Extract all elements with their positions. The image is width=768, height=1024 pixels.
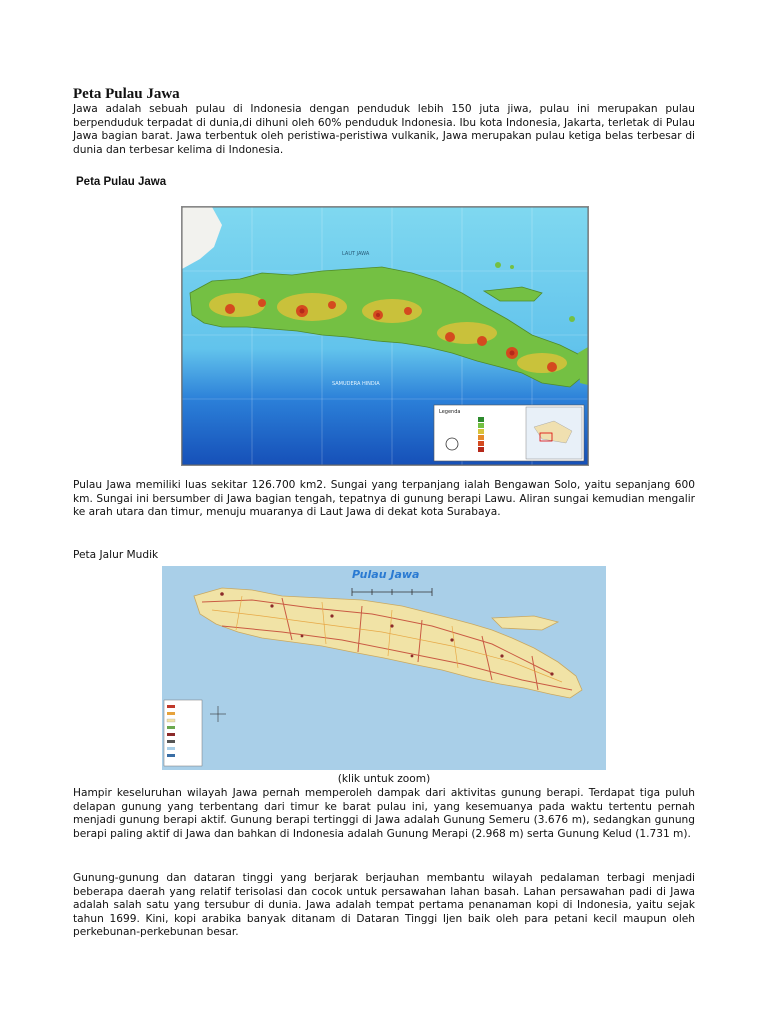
- map-legend: [434, 405, 584, 461]
- road-map-graphic: [162, 566, 606, 770]
- sea-north-label: LAUT JAWA: [342, 251, 370, 257]
- intro-paragraph: Jawa adalah sebuah pulau di Indonesia dengan penduduk lebih 150 juta jiwa, pulau ini merupakan pulau berpenduduk terpadat di dunia,di dihuni oleh 60% penduduk Indonesia. Ibu kota Indonesia, Jakarta, terletak di Pulau Jawa bagian barat. Jawa terbentuk oleh peristiwa-peristiwa vulkanik, Jawa merupakan pulau ketiga belas terbesar di dunia dan terbesar kelima di Indonesia.: [73, 103, 695, 156]
- topographic-map-image: [181, 206, 589, 466]
- road-map-image[interactable]: [162, 566, 606, 770]
- road-map-legend: [164, 700, 202, 766]
- legend-title: Legenda: [439, 409, 461, 415]
- map1-subtitle: Peta Pulau Jawa: [76, 176, 167, 188]
- page-title: Peta Pulau Jawa: [73, 86, 180, 102]
- area-paragraph: Pulau Jawa memiliki luas sekitar 126.700 km2. Sungai yang terpanjang ialah Bengawan Solo, yaitu sepanjang 600 km. Sungai ini bersumber di Jawa bagian tengah, tepatnya di gunung berapi Lawu. Aliran sungai kemudian mengalir ke arah utara dan timur, menuju muaranya di Laut Jawa di dekat kota Surabaya.: [73, 479, 695, 518]
- road-map-title: Pulau Jawa: [352, 568, 420, 581]
- topographic-map-graphic: [182, 207, 588, 465]
- map2-subtitle: Peta Jalur Mudik: [73, 549, 159, 561]
- sea-south-label: SAMUDERA HINDIA: [332, 381, 380, 387]
- highlands-paragraph: Gunung-gunung dan dataran tinggi yang berjarak berjauhan membantu wilayah pedalaman terbagi menjadi beberapa daerah yang relatif terisolasi dan cocok untuk persawahan lahan basah. Lahan persawahan padi di Jawa adalah salah satu yang tersubur di dunia. Jawa adalah tempat pertama penanaman kopi di Indonesia, yaitu sejak tahun 1699. Kini, kopi arabika banyak ditanam di Dataran Tinggi Ijen baik oleh para petani kecil maupun oleh perkebunan-perkebunan besar.: [73, 872, 695, 938]
- zoom-caption-link[interactable]: (klik untuk zoom): [337, 773, 431, 785]
- document-page: [73, 85, 695, 938]
- volcano-paragraph: Hampir keseluruhan wilayah Jawa pernah memperoleh dampak dari aktivitas gunung berapi. Terdapat tiga puluh delapan gunung yang terbentang dari timur ke barat pulau ini, yang kesemuanya pada waktu tertentu pernah menjadi gunung berapi aktif. Gunung berapi tertinggi di Jawa adalah Gunung Semeru (3.676 m), sedangkan gunung berapi paling aktif di Jawa dan bahkan di Indonesia adalah Gunung Merapi (2.968 m) serta Gunung Kelud (1.731 m).: [73, 787, 695, 840]
